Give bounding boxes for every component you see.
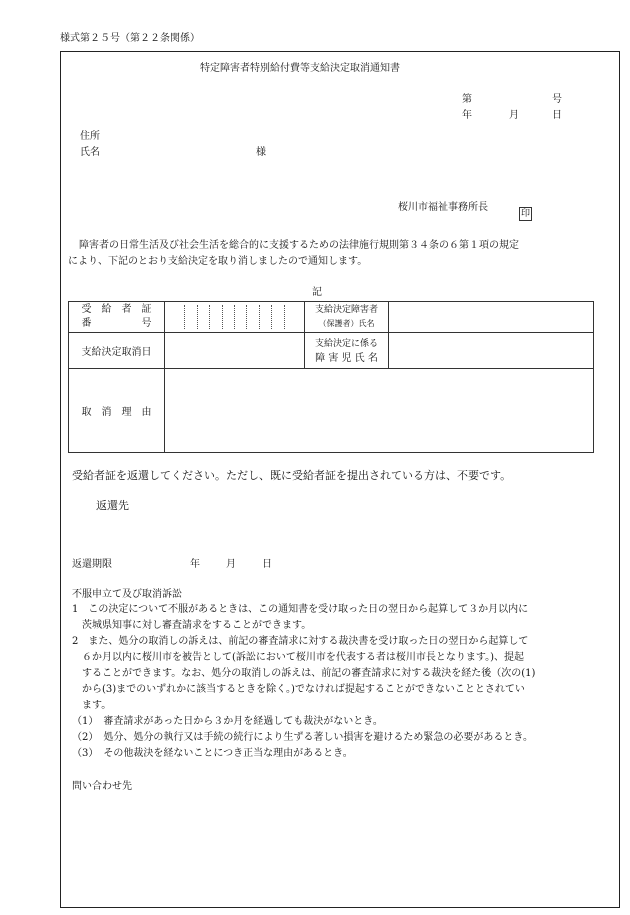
appeal-item: （2） 処分、処分の執行又は手続の続行により生ずる著しい損害を避けるため緊急の必要があるとき。 xyxy=(72,732,533,743)
appeal-line: ６か月以内に桜川市を被告として(訴訟において桜川市を代表する者は桜川市長となります。)、提起 xyxy=(72,652,525,663)
digit-cell xyxy=(259,305,271,329)
contact-label: 問い合わせ先 xyxy=(72,781,132,792)
deadline-month: 月 xyxy=(226,559,236,570)
recipient-name-label xyxy=(305,302,389,333)
digit-cell xyxy=(246,305,258,329)
document-number-prefix: 第 xyxy=(462,94,472,105)
date-day: 日 xyxy=(552,110,562,121)
return-notice: 受給者証を返還してください。ただし、既に受給者証を提出されている方は、不要です。 xyxy=(72,469,512,482)
deadline-year: 年 xyxy=(190,559,200,570)
issuer-name: 桜川市福祉事務所長 xyxy=(398,202,488,213)
digit-cell xyxy=(209,305,221,329)
appeal-line: 茨城県知事に対し審査請求をすることができます。 xyxy=(72,620,312,631)
digit-cell xyxy=(234,305,246,329)
seal-mark xyxy=(519,201,532,221)
cancel-reason-value xyxy=(165,369,594,453)
body-text-line-2: により、下記のとおり支給決定を取り消しましたので通知します。 xyxy=(68,256,368,267)
appeal-line: ます。 xyxy=(72,700,112,711)
ki-heading: 記 xyxy=(312,287,322,298)
honorific: 様 xyxy=(256,147,266,158)
certificate-number-label xyxy=(69,302,165,333)
child-name-label xyxy=(305,333,389,369)
appeal-line: することができます。なお、処分の取消しの訴えは、前記の審査請求に対する裁決を経た後（次の(1) xyxy=(72,668,536,679)
appeal-line: 1 この決定について不服があるときは、この通知書を受け取った日の翌日から起算して３か月以内に xyxy=(72,604,529,615)
return-to-label: 返還先 xyxy=(96,499,129,512)
cancel-date-value xyxy=(165,333,305,369)
digit-cell xyxy=(197,305,209,329)
recipient-name-label-line2: （保護者）氏名 xyxy=(318,319,375,328)
child-name-value xyxy=(389,333,594,369)
address-label: 住所 xyxy=(80,131,100,142)
digit-cell xyxy=(184,305,196,329)
document-number-suffix: 号 xyxy=(552,94,562,105)
digit-cell xyxy=(222,305,234,329)
document-title: 特定障害者特別給付費等支給決定取消通知書 xyxy=(200,63,400,74)
date-month: 月 xyxy=(509,110,519,121)
form-number: 様式第２５号（第２２条関係） xyxy=(60,33,200,44)
cancel-date-label: 支給決定取消日 xyxy=(69,333,165,369)
name-label: 氏名 xyxy=(80,147,100,158)
cancel-reason-label: 取 消 理 由 xyxy=(69,369,165,453)
digit-cell xyxy=(271,305,283,329)
appeal-heading: 不服申立て及び取消訴訟 xyxy=(72,589,182,600)
digit-cell xyxy=(173,305,184,329)
recipient-name-value xyxy=(389,302,594,333)
seal-char: 印 xyxy=(520,209,530,219)
child-name-label-line1: 支給決定に係る xyxy=(314,338,378,349)
appeal-line: 2 また、処分の取消しの訴えは、前記の審査請求に対する裁決書を受け取った日の翌日から起算して xyxy=(72,636,529,647)
digit-cell xyxy=(284,305,296,329)
recipient-name-label-line1: 支給決定障害者 xyxy=(314,305,378,315)
certificate-number-cells xyxy=(165,302,305,333)
appeal-line: から(3)までのいずれかに該当するときを除く。)でなければ提起することができないこととされてい xyxy=(72,684,525,695)
certificate-number-label-line1: 受 給 者 証 xyxy=(81,304,152,315)
body-text-line-1: 障害者の日常生活及び社会生活を総合的に支援するための法律施行規則第３４条の６第１項の規定 xyxy=(79,240,519,251)
date-year: 年 xyxy=(462,110,472,121)
deadline-day: 日 xyxy=(262,559,272,570)
appeal-item: （3） その他裁決を経ないことにつき正当な理由があるとき。 xyxy=(72,748,353,759)
certificate-number-label-line2: 番 号 xyxy=(81,318,152,329)
return-deadline-label: 返還期限 xyxy=(72,559,112,570)
details-table xyxy=(68,301,594,453)
child-name-label-line2: 障 害 児 氏 名 xyxy=(315,352,378,364)
appeal-item: （1） 審査請求があった日から３か月を経過しても裁決がないとき。 xyxy=(72,716,383,727)
